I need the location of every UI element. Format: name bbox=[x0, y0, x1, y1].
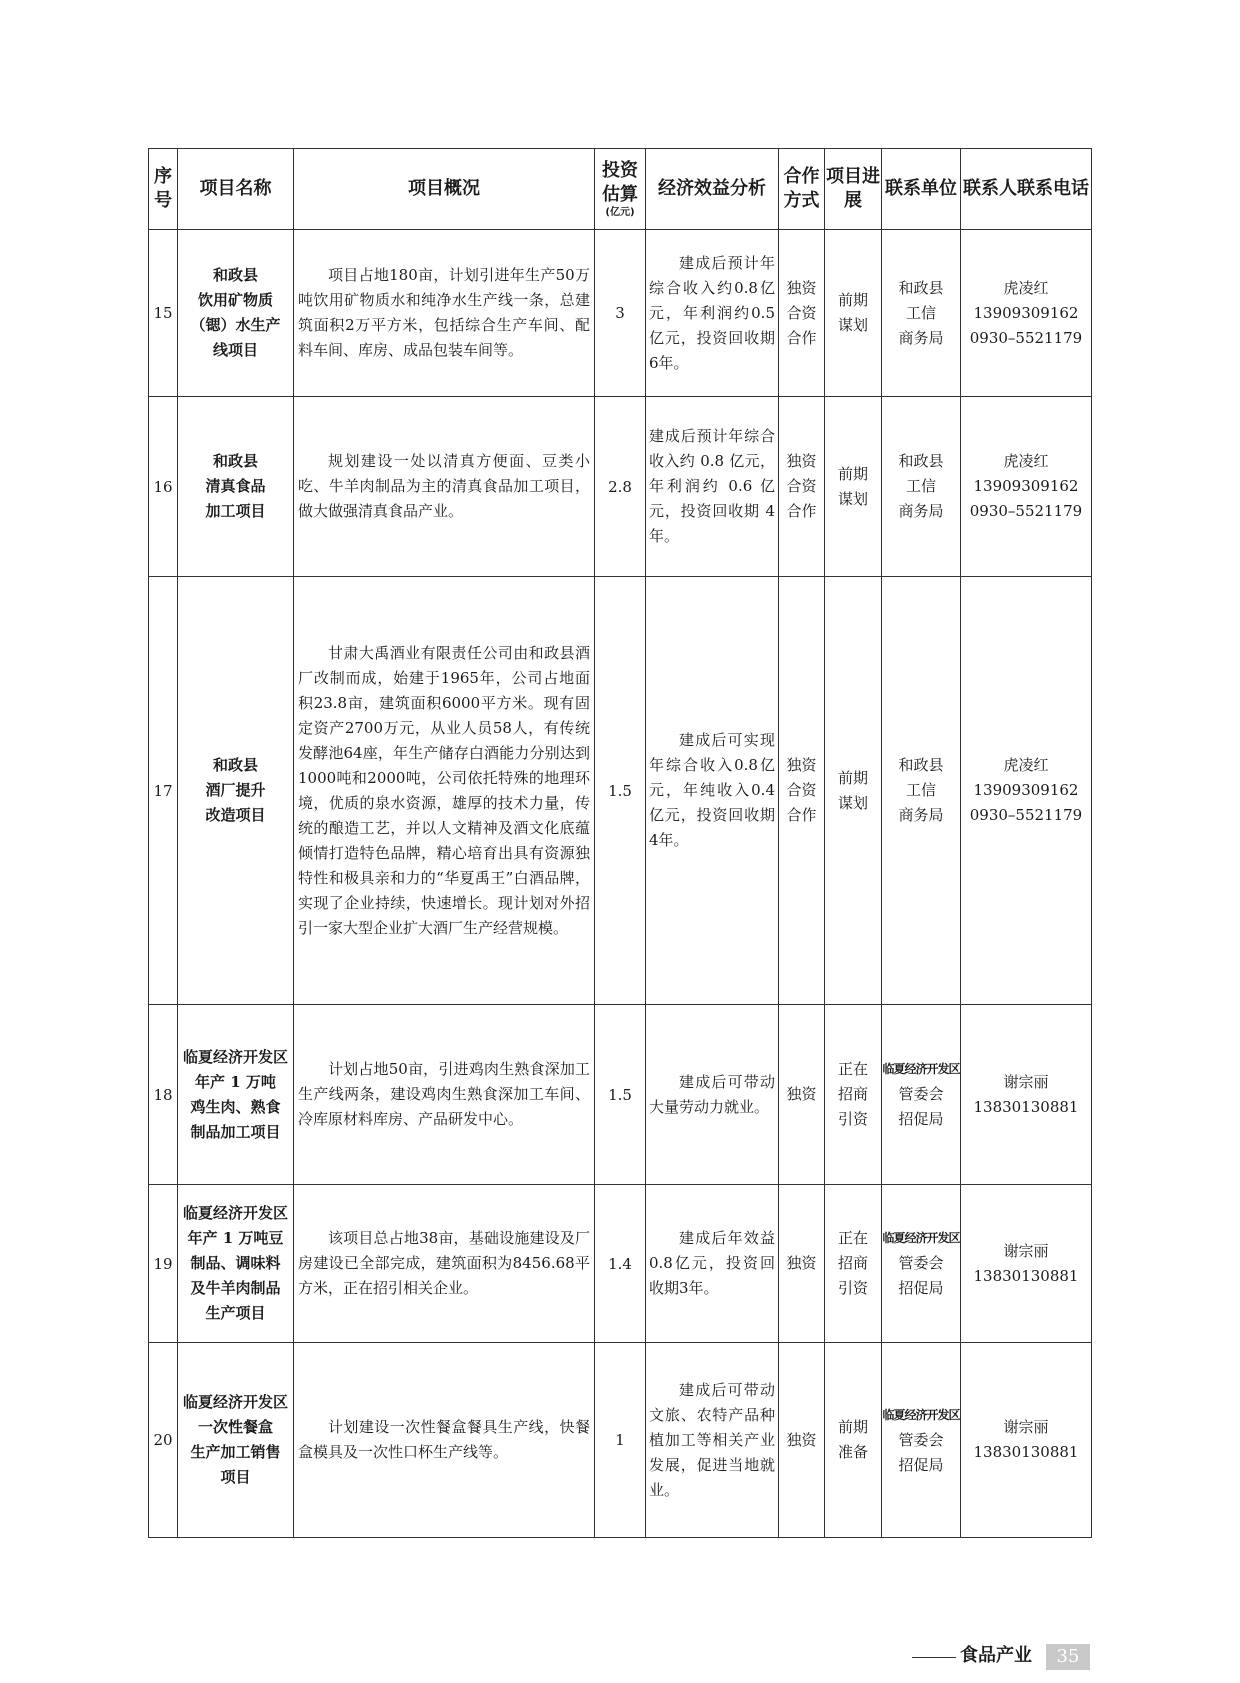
investment-estimate: 1.4 bbox=[595, 1185, 646, 1343]
project-name-line: 改造项目 bbox=[205, 806, 266, 824]
project-overview-text: 该项目总占地38亩，基础设施建设及厂房建设已全部完成，建筑面积为8456.68平方米，正在招引相关企业。 bbox=[298, 1229, 590, 1297]
contact-unit-line: 临夏经济开发区 bbox=[882, 1062, 960, 1076]
contact-unit-line: 管委会 bbox=[898, 1085, 944, 1103]
project-overview-text: 项目占地180亩，计划引进年生产50万吨饮用矿物质水和纯净水生产线一条，总建筑面积2万平方米，包括综合生产车间、配料车间、库房、成品包装车间等。 bbox=[298, 266, 590, 359]
table-row bbox=[149, 1005, 1092, 1185]
header-mode: 合作方式 bbox=[779, 149, 825, 230]
project-name-line: 和政县 bbox=[212, 756, 258, 774]
economic-analysis bbox=[646, 1343, 779, 1538]
project-progress-line: 谋划 bbox=[837, 316, 868, 334]
economic-analysis bbox=[646, 230, 779, 397]
project-progress-line: 谋划 bbox=[837, 489, 868, 508]
header-econ: 经济效益分析 bbox=[646, 149, 779, 230]
project-overview bbox=[294, 230, 595, 397]
header-row bbox=[149, 149, 1092, 230]
economic-analysis bbox=[646, 1185, 779, 1343]
project-name-line: 线项目 bbox=[212, 341, 258, 359]
cooperation-mode bbox=[779, 577, 825, 1005]
project-progress bbox=[825, 397, 882, 577]
project-progress bbox=[825, 1005, 882, 1185]
project-progress-line: 前期 bbox=[837, 464, 868, 483]
project-overview bbox=[294, 577, 595, 1005]
contact-person-line: 13830130881 bbox=[973, 1443, 1079, 1461]
project-name-line: 加工项目 bbox=[205, 502, 266, 520]
investment-estimate: 2.8 bbox=[595, 397, 646, 577]
table-row bbox=[149, 230, 1092, 397]
project-overview bbox=[294, 1185, 595, 1343]
economic-analysis-text: 建成后预计年综合收入约0.8亿元，年利润约0.5亿元，投资回收期6年。 bbox=[649, 253, 775, 372]
header-invest-unit: (亿元) bbox=[605, 207, 635, 218]
contact-person-line: 0930–5521179 bbox=[969, 502, 1083, 520]
project-progress-line: 引资 bbox=[837, 1279, 868, 1297]
contact-person-line: 13830130881 bbox=[973, 1266, 1079, 1285]
project-progress-line: 招商 bbox=[837, 1085, 868, 1103]
contact-unit bbox=[882, 1005, 961, 1185]
investment-estimate: 1.5 bbox=[595, 1005, 646, 1185]
contact-person bbox=[961, 230, 1092, 397]
contact-person-line: 谢宗丽 bbox=[1003, 1072, 1049, 1091]
row-seq: 18 bbox=[149, 1005, 178, 1185]
project-name-line: 鸡生肉、熟食 bbox=[190, 1097, 281, 1116]
contact-person-line: 0930–5521179 bbox=[969, 806, 1083, 824]
project-name-line: 清真食品 bbox=[205, 477, 266, 495]
economic-analysis-text: 建成后可带动大量劳动力就业。 bbox=[649, 1072, 775, 1116]
contact-unit-line: 管委会 bbox=[898, 1430, 944, 1449]
project-name bbox=[178, 230, 294, 397]
cooperation-mode-line: 独资 bbox=[786, 1430, 817, 1449]
cooperation-mode bbox=[779, 1343, 825, 1538]
contact-person bbox=[961, 1343, 1092, 1538]
project-progress-line: 正在 bbox=[837, 1060, 868, 1078]
cooperation-mode-line: 合资 bbox=[786, 781, 817, 799]
project-name-line: 制品加工项目 bbox=[190, 1122, 281, 1141]
cooperation-mode-line: 独资 bbox=[786, 278, 817, 297]
project-overview bbox=[294, 1005, 595, 1185]
project-name-line: 生产加工销售 bbox=[190, 1443, 281, 1461]
project-progress-line: 前期 bbox=[837, 1418, 868, 1436]
project-name bbox=[178, 1185, 294, 1343]
project-name-line: （锶）水生产 bbox=[190, 316, 281, 334]
table-row bbox=[149, 577, 1092, 1005]
project-progress-line: 准备 bbox=[837, 1443, 868, 1461]
contact-person-line: 13909309162 bbox=[973, 303, 1079, 322]
economic-analysis bbox=[646, 1005, 779, 1185]
contact-unit-line: 临夏经济开发区 bbox=[882, 1407, 960, 1422]
contact-unit-line: 和政县 bbox=[898, 278, 944, 297]
economic-analysis-text: 建成后年效益0.8亿元，投资回收期3年。 bbox=[649, 1229, 775, 1297]
economic-analysis-text: 建成后可实现年综合收入0.8亿元，年纯收入0.4亿元，投资回收期4年。 bbox=[649, 731, 775, 849]
project-name bbox=[178, 1343, 294, 1538]
contact-unit-line: 招促局 bbox=[898, 1279, 944, 1297]
contact-unit-line: 商务局 bbox=[898, 806, 944, 824]
cooperation-mode-line: 合作 bbox=[786, 502, 817, 520]
contact-person bbox=[961, 577, 1092, 1005]
contact-unit-line: 工信 bbox=[905, 781, 936, 799]
cooperation-mode-line: 独资 bbox=[786, 756, 817, 774]
project-name-line: 一次性餐盒 bbox=[197, 1418, 273, 1436]
project-progress bbox=[825, 577, 882, 1005]
table-row bbox=[149, 1185, 1092, 1343]
contact-person-line: 虎凌红 bbox=[1003, 278, 1049, 297]
project-progress bbox=[825, 230, 882, 397]
row-seq: 19 bbox=[149, 1185, 178, 1343]
contact-person-line: 谢宗丽 bbox=[1003, 1418, 1049, 1436]
project-name-line: 及牛羊肉制品 bbox=[190, 1279, 281, 1297]
contact-person-line: 虎凌红 bbox=[1003, 756, 1049, 774]
project-overview-text: 计划建设一次性餐盒餐具生产线，快餐盒模具及一次性口杯生产线等。 bbox=[298, 1418, 590, 1461]
project-name-line: 酒厂提升 bbox=[205, 781, 266, 799]
investment-estimate: 1.5 bbox=[595, 577, 646, 1005]
header-name: 项目名称 bbox=[178, 149, 294, 230]
row-seq: 17 bbox=[149, 577, 178, 1005]
investment-estimate: 3 bbox=[595, 230, 646, 397]
row-seq: 15 bbox=[149, 230, 178, 397]
contact-unit bbox=[882, 577, 961, 1005]
contact-unit bbox=[882, 230, 961, 397]
project-progress-line: 招商 bbox=[837, 1254, 868, 1272]
project-progress-line: 前期 bbox=[837, 291, 868, 309]
contact-unit bbox=[882, 1343, 961, 1538]
cooperation-mode-line: 合作 bbox=[786, 328, 817, 347]
header-desc: 项目概况 bbox=[294, 149, 595, 230]
economic-analysis bbox=[646, 577, 779, 1005]
footer-rule bbox=[912, 1657, 956, 1658]
header-progress: 项目进展 bbox=[825, 149, 882, 230]
page-number: 35 bbox=[1046, 1644, 1090, 1670]
project-overview-text: 计划占地50亩，引进鸡肉生熟食深加工生产线两条，建设鸡肉生熟食深加工车间、冷库原材料库房、产品研发中心。 bbox=[298, 1060, 590, 1128]
cooperation-mode bbox=[779, 1005, 825, 1185]
project-overview-text: 规划建设一处以清真方便面、豆类小吃、牛羊肉制品为主的清真食品加工项目，做大做强清真食品产业。 bbox=[298, 452, 590, 520]
project-overview-text: 甘肃大禹酒业有限责任公司由和政县酒厂改制而成，始建于1965年，公司占地面积23.8亩，建筑面积6000平方米。现有固定资产2700万元，从业人员58人，有传统发酵池64座，年生产储存白酒能力分别达到1000吨和2000吨，公司依托特殊的地理环境，优质的泉水资源，雄厚的技术力量，传统的酿造工艺，并以人文精神及酒文化底蕴倾情打造特色品牌，精心培育出具有资源独特性和极具亲和力的“华夏禹王”白酒品牌，实现了企业持续，快速增长。现计划对外招引一家大型企业扩大酒厂生产经营规模。 bbox=[298, 643, 590, 937]
economic-analysis bbox=[646, 397, 779, 577]
contact-person-line: 13830130881 bbox=[973, 1097, 1079, 1116]
table-row bbox=[149, 397, 1092, 577]
contact-unit-line: 和政县 bbox=[898, 452, 944, 470]
cooperation-mode-line: 合作 bbox=[786, 806, 817, 824]
cooperation-mode bbox=[779, 1185, 825, 1343]
header-seq: 序号 bbox=[149, 149, 178, 230]
project-name-line: 饮用矿物质 bbox=[197, 291, 273, 309]
contact-unit-line: 招促局 bbox=[898, 1455, 944, 1474]
project-progress-line: 谋划 bbox=[837, 793, 868, 812]
project-progress bbox=[825, 1185, 882, 1343]
cooperation-mode-line: 独资 bbox=[786, 1254, 817, 1272]
investment-estimate: 1 bbox=[595, 1343, 646, 1538]
table-row bbox=[149, 1343, 1092, 1538]
contact-unit-line: 商务局 bbox=[898, 328, 944, 347]
contact-unit-line: 招促局 bbox=[898, 1110, 944, 1128]
row-seq: 20 bbox=[149, 1343, 178, 1538]
project-table bbox=[148, 148, 1092, 1538]
project-name-line: 和政县 bbox=[212, 452, 258, 470]
project-overview bbox=[294, 1343, 595, 1538]
contact-person-line: 虎凌红 bbox=[1003, 452, 1049, 470]
contact-unit-line: 商务局 bbox=[898, 502, 944, 520]
contact-unit-line: 工信 bbox=[905, 477, 936, 495]
project-name-line: 临夏经济开发区 bbox=[182, 1393, 288, 1411]
project-name-line: 临夏经济开发区 bbox=[182, 1047, 288, 1066]
contact-unit bbox=[882, 397, 961, 577]
project-progress-line: 引资 bbox=[837, 1110, 868, 1128]
project-name-line: 项目 bbox=[220, 1468, 251, 1486]
project-name-line: 年产 1 万吨 bbox=[195, 1072, 276, 1091]
contact-person bbox=[961, 1005, 1092, 1185]
project-progress-line: 正在 bbox=[837, 1229, 868, 1247]
contact-person-line: 13909309162 bbox=[973, 781, 1079, 799]
contact-person-line: 谢宗丽 bbox=[1003, 1241, 1049, 1260]
project-name-line: 生产项目 bbox=[205, 1304, 266, 1322]
contact-unit-line: 临夏经济开发区 bbox=[882, 1231, 960, 1245]
project-progress-line: 前期 bbox=[837, 768, 868, 787]
contact-unit-line: 管委会 bbox=[898, 1254, 944, 1272]
economic-analysis-text: 建成后可带动文旅、农特产品种植加工等相关产业发展，促进当地就业。 bbox=[649, 1380, 775, 1499]
cooperation-mode-line: 独资 bbox=[786, 452, 817, 470]
project-name bbox=[178, 577, 294, 1005]
contact-person-line: 13909309162 bbox=[973, 477, 1079, 495]
project-name-line: 制品、调味料 bbox=[190, 1254, 281, 1272]
project-name-line: 临夏经济开发区 bbox=[182, 1204, 288, 1222]
contact-person-line: 0930–5521179 bbox=[969, 328, 1083, 347]
contact-unit bbox=[882, 1185, 961, 1343]
project-overview bbox=[294, 397, 595, 577]
cooperation-mode-line: 合资 bbox=[786, 303, 817, 322]
cooperation-mode-line: 独资 bbox=[786, 1085, 817, 1103]
project-name-line: 年产 1 万吨豆 bbox=[187, 1229, 284, 1247]
cooperation-mode bbox=[779, 230, 825, 397]
project-name-line: 和政县 bbox=[212, 266, 258, 284]
header-unit: 联系单位 bbox=[882, 149, 961, 230]
project-name bbox=[178, 1005, 294, 1185]
header-invest: 投资估算 (亿元) bbox=[595, 149, 646, 230]
row-seq: 16 bbox=[149, 397, 178, 577]
contact-person bbox=[961, 1185, 1092, 1343]
cooperation-mode-line: 合资 bbox=[786, 477, 817, 495]
project-progress bbox=[825, 1343, 882, 1538]
contact-unit-line: 和政县 bbox=[898, 756, 944, 774]
footer-section-title: 食品产业 bbox=[960, 1645, 1032, 1666]
header-contact: 联系人联系电话 bbox=[961, 149, 1092, 230]
contact-person bbox=[961, 397, 1092, 577]
project-name bbox=[178, 397, 294, 577]
cooperation-mode bbox=[779, 397, 825, 577]
economic-analysis-text: 建成后预计年综合收入约 0.8 亿元，年利润约 0.6 亿元，投资回收期 4 年。 bbox=[649, 427, 775, 545]
contact-unit-line: 工信 bbox=[905, 303, 936, 322]
